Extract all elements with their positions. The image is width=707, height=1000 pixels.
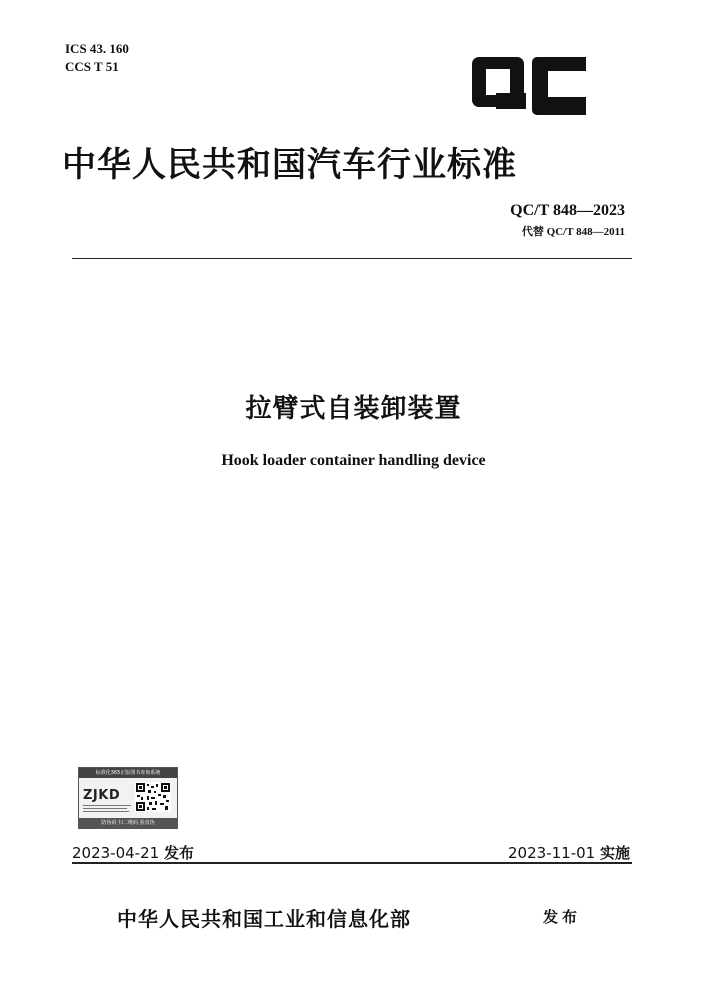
sticker-brand: ZJKD bbox=[83, 788, 121, 803]
implementation-date-value: 2023-11-01 bbox=[508, 844, 596, 862]
classification-codes bbox=[65, 40, 129, 76]
ccs-code: CCS T 51 bbox=[65, 59, 119, 74]
ics-code: ICS 43. 160 bbox=[65, 41, 129, 56]
sticker-fine-print bbox=[83, 804, 133, 814]
document-title-en: Hook loader container handling device bbox=[221, 452, 486, 469]
top-divider bbox=[72, 258, 632, 259]
bottom-divider bbox=[72, 862, 632, 864]
standard-number: QC/T 848—2023 bbox=[510, 202, 625, 219]
issue-date bbox=[72, 842, 194, 863]
org-title: 中华人民共和国汽车行业标准 bbox=[62, 145, 517, 185]
qr-code-icon bbox=[135, 782, 171, 812]
sticker-footer: 防伪码 扫二维码 验真伪 bbox=[79, 818, 177, 828]
qc-logo bbox=[470, 55, 588, 117]
sticker-header: 标准化365正版图书查询系统 bbox=[79, 768, 177, 778]
issuing-authority-suffix: 发布 bbox=[543, 908, 582, 926]
issue-date-value: 2023-04-21 bbox=[72, 844, 160, 862]
implementation-date-label: 实施 bbox=[599, 844, 630, 862]
issuing-authority: 中华人民共和国工业和信息化部 bbox=[117, 907, 411, 931]
standard-number-block bbox=[510, 202, 625, 239]
document-title-zh: 拉臂式自装卸装置 bbox=[245, 394, 462, 424]
replaces-standard: 代替 QC/T 848—2011 bbox=[521, 226, 625, 238]
implementation-date bbox=[508, 842, 630, 863]
issue-date-label: 发布 bbox=[163, 844, 194, 862]
anti-counterfeit-sticker bbox=[78, 767, 178, 829]
